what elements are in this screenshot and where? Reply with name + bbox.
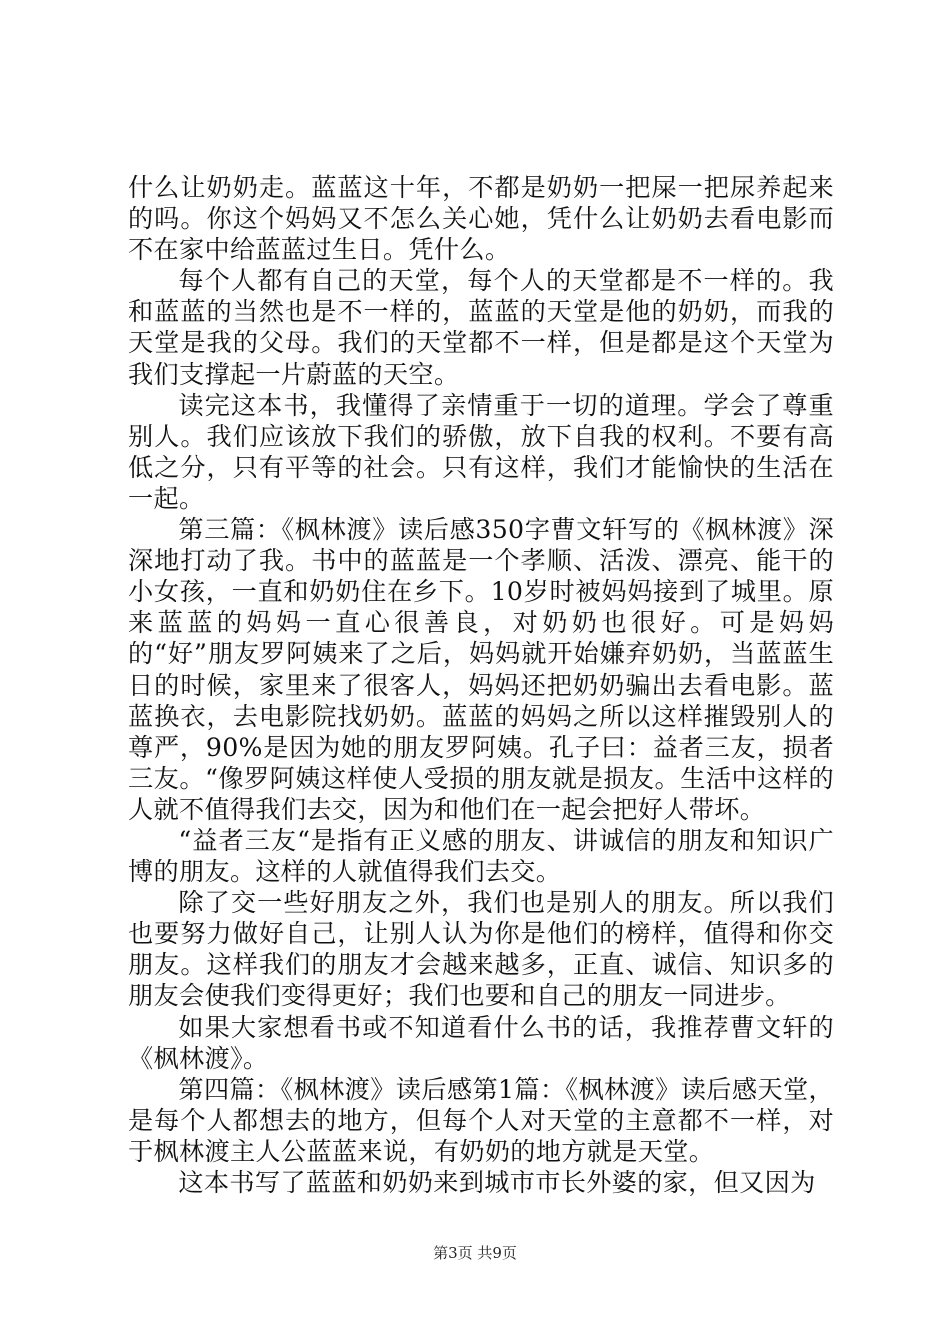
paragraph-6: 除了交一些好朋友之外，我们也是别人的朋友。所以我们也要努力做好自己，让别人认为你是他们的榜样，值得和你交朋友。这样我们的朋友才会越来越多，正直、诚信、知识多的朋友会使我们变得更好；我们也要和自己的朋友一同进步。 [128, 888, 834, 1011]
paragraph-3: 读完这本书，我懂得了亲情重于一切的道理。学会了尊重别人。我们应该放下我们的骄傲，放下自我的权利。不要有高低之分，只有平等的社会。只有这样，我们才能愉快的生活在一起。 [128, 390, 834, 513]
page-number-footer: 第3页 共9页 [433, 1244, 517, 1262]
paragraph-4: 第三篇：《枫林渡》读后感350字曹文轩写的《枫林渡》深深地打动了我。书中的蓝蓝是一个孝顺、活泼、漂亮、能干的小女孩，一直和奶奶住在乡下。10岁时被妈妈接到了城里。原来蓝蓝的妈妈一直心很善良，对奶奶也很好。可是妈妈的“好”朋友罗阿姨来了之后，妈妈就开始嫌弃奶奶，当蓝蓝生日的时候，家里来了很客人，妈妈还把奶奶骗出去看电影。蓝蓝换衣，去电影院找奶奶。蓝蓝的妈妈之所以这样摧毁别人的尊严，90%是因为她的朋友罗阿姨。孔子曰：益者三友，损者三友。“像罗阿姨这样使人受损的朋友就是损友。生活中这样的人就不值得我们去交，因为和他们在一起会把好人带坏。 [128, 515, 834, 824]
paragraph-1: 什么让奶奶走。蓝蓝这十年，不都是奶奶一把屎一把尿养起来的吗。你这个妈妈又不怎么关心她，凭什么让奶奶去看电影而不在家中给蓝蓝过生日。凭什么。 [128, 173, 834, 265]
paragraph-5: “益者三友“是指有正义感的朋友、讲诚信的朋友和知识广博的朋友。这样的人就值得我们去交。 [128, 825, 834, 887]
document-body [128, 172, 834, 1198]
paragraph-9: 这本书写了蓝蓝和奶奶来到城市市长外婆的家，但又因为 [178, 1168, 816, 1197]
paragraph-7: 如果大家想看书或不知道看什么书的话，我推荐曹文轩的《枫林渡》。 [128, 1012, 834, 1073]
paragraph-2: 每个人都有自己的天堂，每个人的天堂都是不一样的。我和蓝蓝的当然也是不一样的，蓝蓝的天堂是他的奶奶，而我的天堂是我的父母。我们的天堂都不一样，但是都是这个天堂为我们支撑起一片蔚蓝的天空。 [128, 266, 834, 389]
paragraph-8: 第四篇：《枫林渡》读后感第1篇：《枫林渡》读后感天堂，是每个人都想去的地方，但每个人对天堂的主意都不一样，对于枫林渡主人公蓝蓝来说，有奶奶的地方就是天堂。 [128, 1074, 834, 1166]
